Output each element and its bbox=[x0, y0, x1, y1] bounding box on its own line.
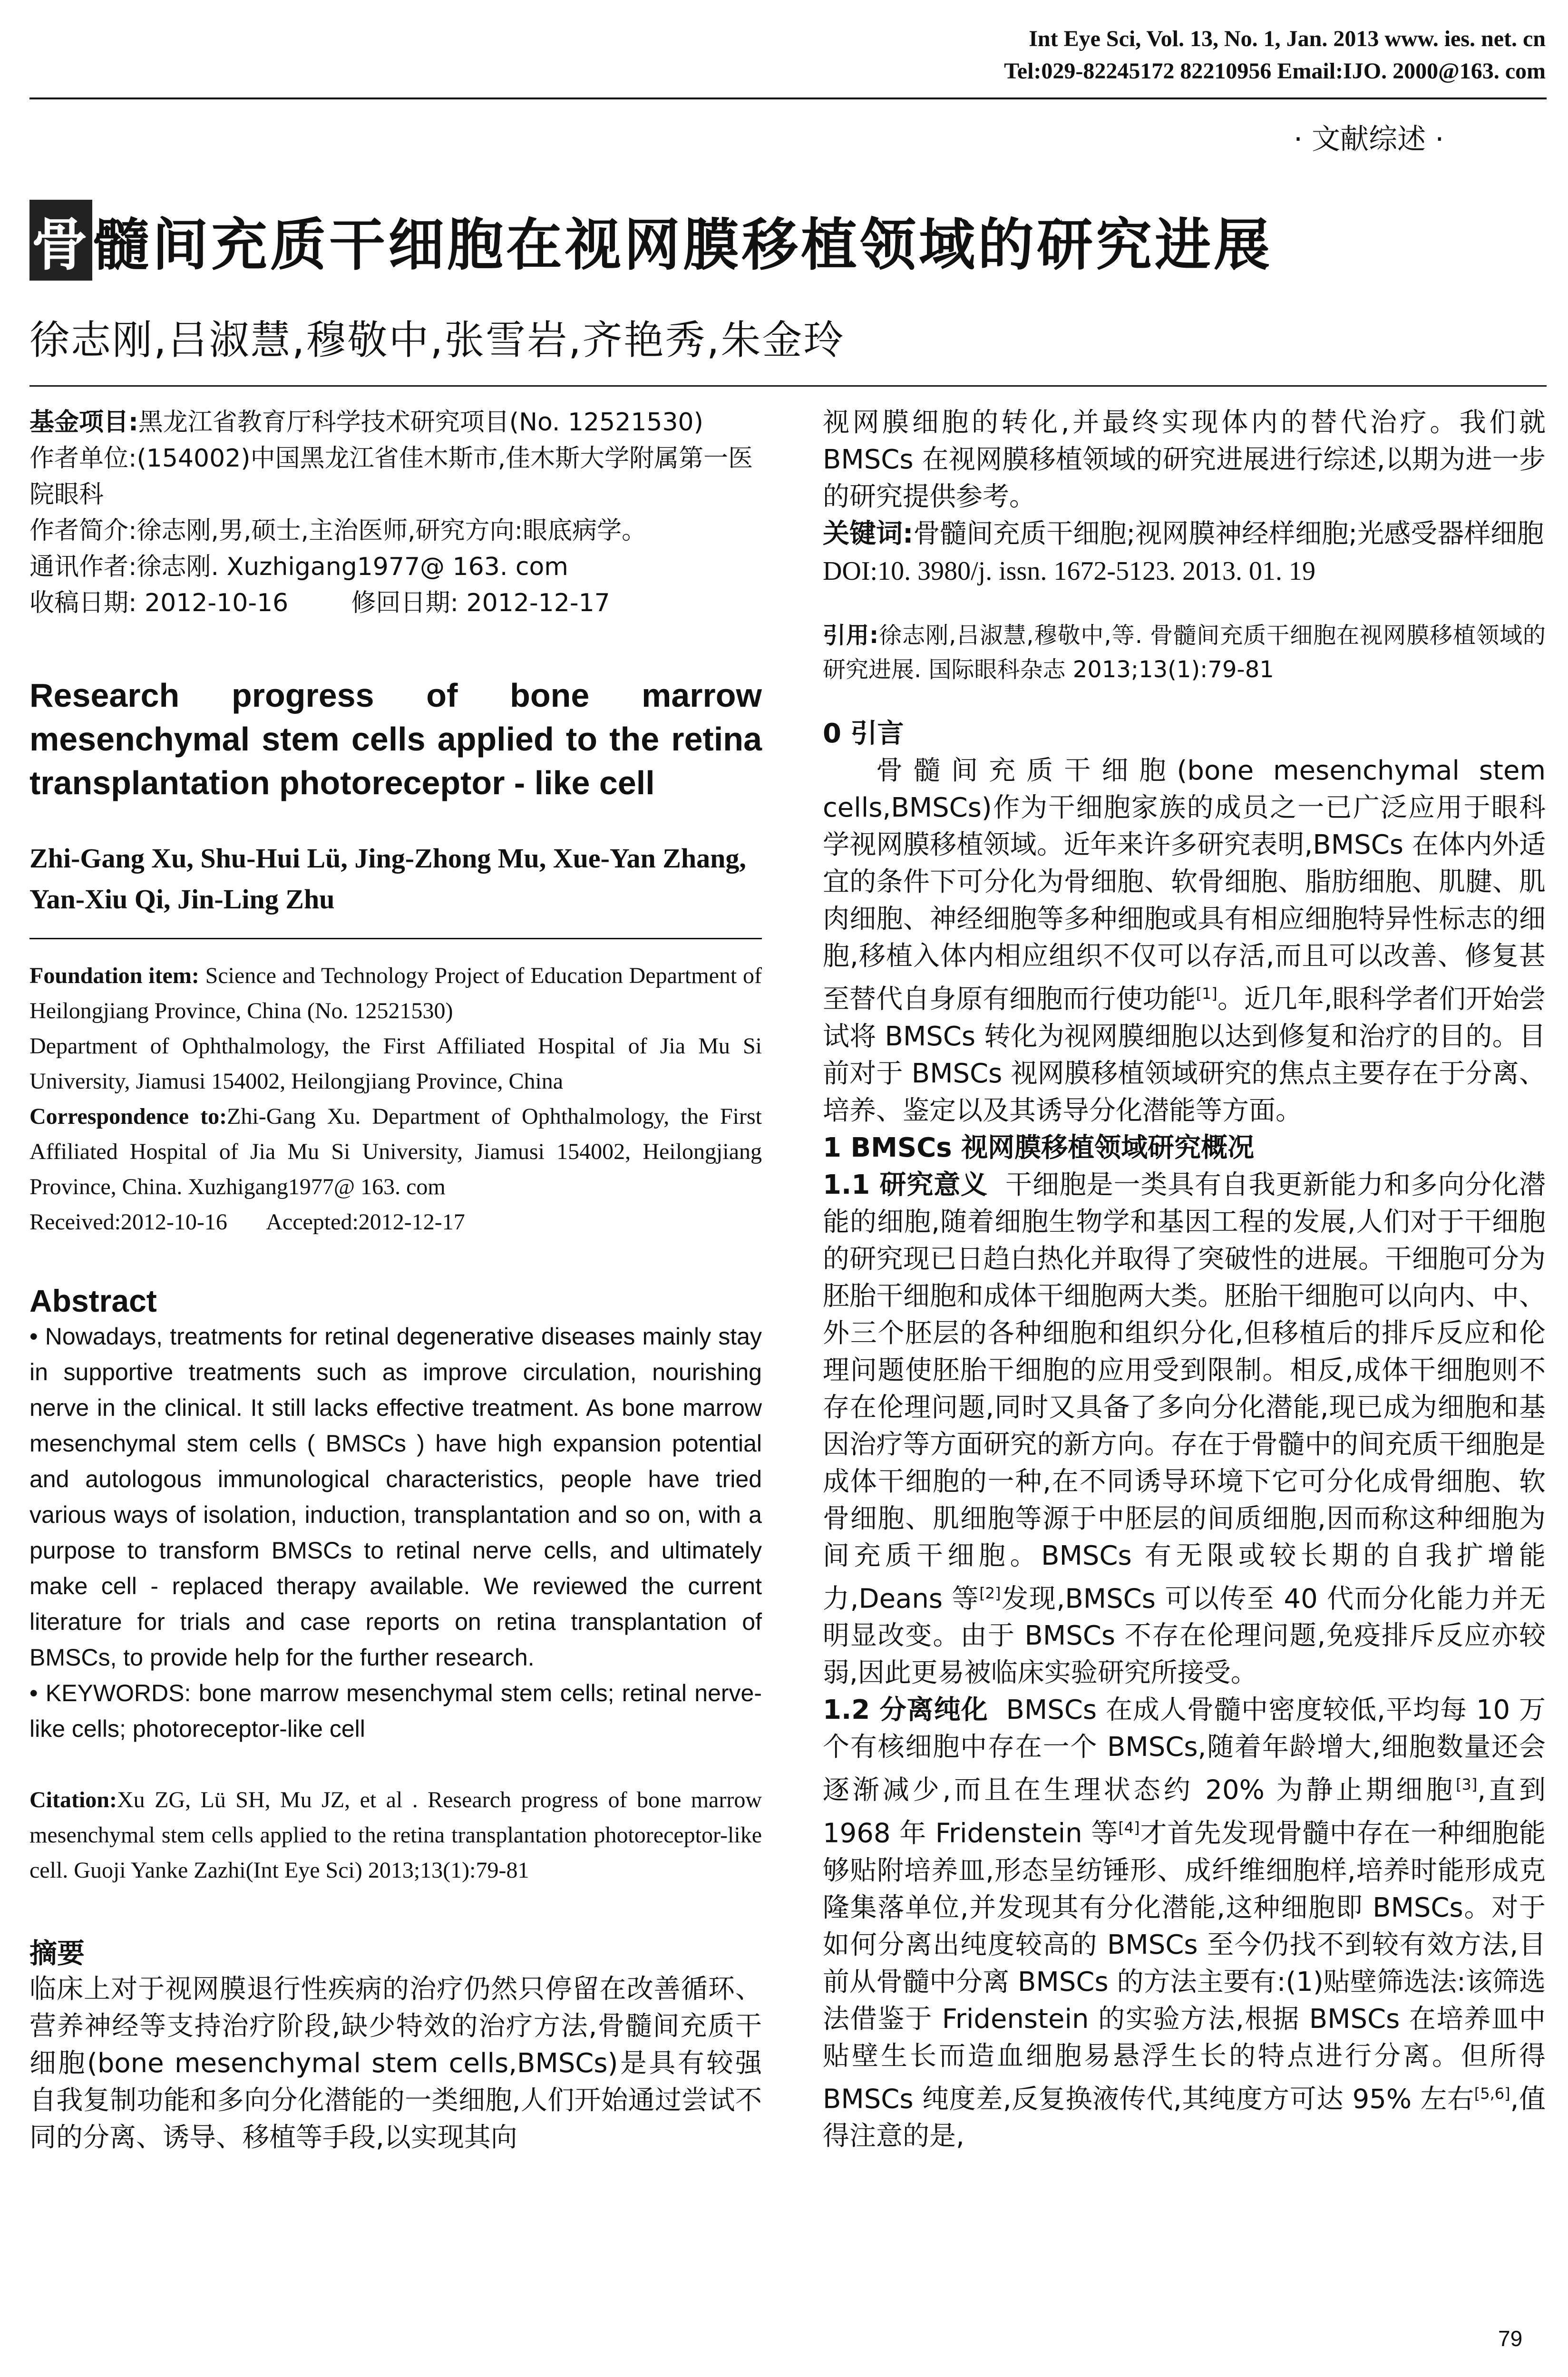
corr-en-label: Correspondence to: bbox=[29, 1104, 227, 1129]
unit-cn: 作者单位:(154002)中国黑龙江省佳木斯市,佳木斯大学附属第一医院眼科 bbox=[29, 444, 753, 509]
right-column bbox=[823, 404, 1546, 2155]
corr-en bbox=[29, 1099, 762, 1205]
cn-abstract-body-left bbox=[29, 1971, 762, 2156]
cn-keywords-text: 骨髓间充质干细胞;视网膜神经样细胞;光感受器样细胞 bbox=[913, 518, 1544, 549]
dates-cn: 收稿日期: 2012-10-16 修回日期: 2012-12-17 bbox=[29, 589, 610, 617]
section-1-1-paragraph bbox=[823, 1167, 1546, 1692]
keywords-en: • KEYWORDS: bone marrow mesenchymal stem cells; retinal nerve-like cells; photoreceptor-like cell bbox=[29, 1680, 762, 1742]
cn-abstract-body-right bbox=[823, 404, 1546, 590]
s12-p1: BMSCs 在成人骨髓中密度较低,平均每 10 万个有核细胞中存在一个 BMSCs,随着年龄增大,细胞数量还会逐渐减少,而且在生理状态约 20% 为静止期细胞 bbox=[823, 1695, 1546, 1806]
s11-p1: 干细胞是一类具有自我更新能力和多向分化潜能的细胞,随着细胞生物学和基因工程的发展,人们对于干细胞的研究现已日趋白热化并取得了突破性的进展。干细胞可分为胚胎干细胞和成体干细胞两大类。胚胎干细胞可以向内、中、外三个胚层的各种细胞和组织分化,但移植后的排斥反应和伦理问题使胚胎干细胞的应用受到限制。相反,成体干细胞则不存在伦理问题,同时又具备了多向分化潜能,现已成为细胞和基因治疗等方面研究的新方向。存在于骨髓中的间充质干细胞是成体干细胞的一种,在不同诱导环境下它可分化成骨细胞、软骨细胞、肌细胞等源于中胚层的间质细胞,因而称这种细胞为间充质干细胞。BMSCs 有无限或较长期的自我扩增能力,Deans 等 bbox=[823, 1169, 1546, 1615]
article-title-cn bbox=[29, 200, 1273, 281]
cn-keywords bbox=[823, 516, 1546, 553]
journal-header-line1: Int Eye Sci, Vol. 13, No. 1, Jan. 2013 www. ies. net. cn bbox=[1029, 26, 1546, 51]
cn-abstract-text-left: 临床上对于视网膜退行性疾病的治疗仍然只停留在改善循环、营养神经等支持治疗阶段,缺少特效的治疗方法,骨髓间充质干细胞(bone mesenchymal stem cells,BMSCs)是具有较强自我复制功能和多向分化潜能的一类细胞,人们开始通过尝试不同的分离、诱导、移植等手段,以实现其向 bbox=[29, 1974, 762, 2153]
authors-rule bbox=[29, 938, 762, 939]
body-text bbox=[823, 715, 1546, 2155]
page-number: 79 bbox=[1498, 2326, 1523, 2351]
info-cn bbox=[29, 404, 762, 621]
journal-header-line2: Tel:029-82245172 82210956 Email:IJO. 2000@163. com bbox=[1004, 58, 1546, 84]
citation-label: Citation: bbox=[29, 1787, 117, 1812]
corr-cn: 通讯作者:徐志刚. Xuzhigang1977@ 163. com bbox=[29, 553, 568, 581]
abstract-text: • Nowadays, treatments for retinal degenerative diseases mainly stay in supportive treatments such as improve circulation, nourishing nerve in the clinical. It still lacks effective treatment. As bone marrow mesenchymal stem cells ( BMSCs ) have high expansion potential and autologous immunological characteristics, people have tried various ways of isolation, induction, transplantation and so on, with a purpose to transform BMSCs to retinal nerve cells, and ultimately make cell - replaced therapy available. We reviewed the current literature for trials and case reports on retina transplantation of BMSCs, to provide help for the further research. bbox=[29, 1323, 762, 1671]
ref-5-6: [5,6] bbox=[1474, 2084, 1510, 2103]
section-tag: · 文献综述 · bbox=[1294, 123, 1444, 156]
foundation-en-label: Foundation item: bbox=[29, 963, 199, 988]
bio-cn: 作者简介:徐志刚,男,硕士,主治医师,研究方向:眼底病学。 bbox=[29, 516, 647, 545]
foundation-cn bbox=[29, 404, 762, 440]
s12-p1d: ,值得注意的是, bbox=[823, 2084, 1546, 2152]
section-1-2-label: 1.2 分离纯化 bbox=[823, 1695, 988, 1726]
section-1-heading: 1 BMSCs 视网膜移植领域研究概况 bbox=[823, 1132, 1255, 1163]
citation-text bbox=[29, 1783, 762, 1888]
cn-citation-text bbox=[823, 618, 1546, 687]
title-rule bbox=[29, 385, 1547, 387]
article-title-en: Research progress of bone marrow mesenchymal stem cells applied to the retina transplantation photoreceptor - like cell bbox=[29, 677, 762, 801]
abstract-heading: Abstract bbox=[29, 1283, 157, 1318]
cn-cite-label: 引用: bbox=[823, 622, 879, 649]
section-0-heading: 0 引言 bbox=[823, 718, 904, 749]
citation-body: Xu ZG, Lü SH, Mu JZ, et al . Research progress of bone marrow mesenchymal stem cells applied to the retina transplantation photoreceptor-like cell. Guoji Yanke Zazhi(Int Eye Sci) 2013;13(1):79-81 bbox=[29, 1787, 762, 1883]
citation-en bbox=[29, 1783, 762, 1888]
ref-3: [3] bbox=[1456, 1775, 1478, 1794]
cn-keywords-label: 关键词: bbox=[823, 518, 914, 549]
section-0-paragraph bbox=[823, 752, 1546, 1130]
section-1-2-paragraph bbox=[823, 1692, 1546, 2155]
cn-abstract-text-right: 视网膜细胞的转化,并最终实现体内的替代治疗。我们就BMSCs 在视网膜移植领域的研究进展进行综述,以期为进一步的研究提供参考。 bbox=[823, 407, 1546, 512]
info-en bbox=[29, 958, 762, 1240]
left-column bbox=[29, 404, 762, 2156]
ref-4: [4] bbox=[1118, 1818, 1140, 1837]
ref-1: [1] bbox=[1196, 984, 1217, 1003]
authors-en: Zhi-Gang Xu, Shu-Hui Lü, Jing-Zhong Mu, Xue-Yan Zhang, Yan-Xiu Qi, Jin-Ling Zhu bbox=[29, 843, 746, 915]
cn-abstract-heading: 摘要 bbox=[29, 1937, 85, 1969]
title-rest: 髓间充质干细胞在视网膜移植领域的研究进展 bbox=[93, 212, 1273, 278]
s11-p1b: 发现,BMSCs 可以传至 40 代而分化能力并无明显改变。由于 BMSCs 不存在伦理问题,免疫排斥反应亦较弱,因此更易被临床实验研究所接受。 bbox=[823, 1583, 1546, 1689]
s12-p1c: 才首先发现骨髓中存在一种细胞能够贴附培养皿,形态呈纺锤形、成纤维细胞样,培养时能形成克隆集落单位,并发现其有分化潜能,这种细胞即 BMSCs。对于如何分离出纯度较高的 BMSCs 至今仍找不到较有效方法,目前从骨髓中分离 BMSCs 的方法主要有:(1)贴壁筛选法:该筛选法借鉴于 Fridenstein 的实验方法,根据 BMSCs 在培养皿中贴壁生长而造血细胞易悬浮生长的特点进行分离。但所得 BMSCs 纯度差,反复换液传代,其纯度方可达 95% 左右 bbox=[823, 1818, 1546, 2115]
cn-citation bbox=[823, 618, 1546, 687]
s12-p1b: ,直到 1968 年 Fridenstein 等 bbox=[823, 1774, 1546, 1849]
ref-2: [2] bbox=[979, 1584, 1001, 1602]
dates-en: Received:2012-10-16 Accepted:2012-12-17 bbox=[29, 1209, 465, 1235]
foundation-cn-text: 黑龙江省教育厅科学技术研究项目(No. 12521530) bbox=[138, 408, 703, 437]
dept-en: Department of Ophthalmology, the First Affiliated Hospital of Jia Mu Si University, Jiamusi 154002, Heilongjiang Province, China bbox=[29, 1033, 762, 1094]
s0-p1b: 。近几年,眼科学者们开始尝试将 BMSCs 转化为视网膜细胞以达到修复和治疗的目的。目前对于 BMSCs 视网膜移植领域研究的焦点主要存在于分离、培养、鉴定以及其诱导分化潜能等方面。 bbox=[823, 984, 1546, 1126]
abstract-body bbox=[29, 1319, 762, 1747]
foundation-cn-label: 基金项目: bbox=[29, 408, 138, 437]
foundation-en bbox=[29, 958, 762, 1029]
title-first-char: 骨 bbox=[29, 200, 92, 281]
section-1-1-label: 1.1 研究意义 bbox=[823, 1169, 988, 1200]
authors-cn: 徐志刚,吕淑慧,穆敬中,张雪岩,齐艳秀,朱金玲 bbox=[29, 317, 845, 363]
s0-p1: 骨髓间充质干细胞(bone mesenchymal stem cells,BMSCs)作为干细胞家族的成员之一已广泛应用于眼科学视网膜移植领域。近年来许多研究表明,BMSCs 在体内外适宜的条件下可分化为骨细胞、软骨细胞、脂肪细胞、肌腱、肌肉细胞、神经细胞等多种细胞或具有相应细胞特异性标志的细胞,移植入体内相应组织不仅可以存活,而且可以改善、修复甚至替代自身原有细胞而行使功能 bbox=[823, 755, 1546, 1015]
doi: DOI:10. 3980/j. issn. 1672-5123. 2013. 01. 19 bbox=[823, 556, 1315, 586]
foundation-en-text: Science and Technology Project of Education Department of Heilongjiang Province, China (No. 12521530) bbox=[29, 963, 762, 1023]
corr-en-text: Zhi-Gang Xu. Department of Ophthalmology, the First Affiliated Hospital of Jia Mu Si University, Jiamusi 154002, Heilongjiang Province, China. Xuzhigang1977@ 163. com bbox=[29, 1104, 762, 1199]
cn-cite-body: 徐志刚,吕淑慧,穆敬中,等. 骨髓间充质干细胞在视网膜移植领域的研究进展. 国际眼科杂志 2013;13(1):79-81 bbox=[823, 622, 1546, 683]
journal-header bbox=[861, 23, 1546, 88]
header-rule bbox=[29, 97, 1547, 99]
